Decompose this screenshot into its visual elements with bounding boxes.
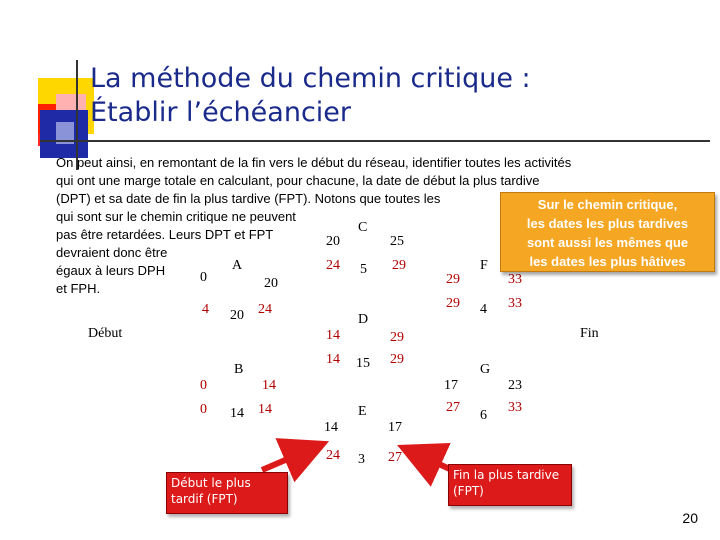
title-line-2: Établir l’échéancier — [90, 97, 351, 128]
arrow-start-callout — [262, 446, 318, 470]
node-C-ls: 24 — [326, 258, 340, 273]
node-B-name: B — [234, 362, 244, 377]
intro-line-5: pas être retardées. Leurs DPT et FPT — [56, 227, 274, 242]
node-D-ls: 14 — [326, 352, 340, 367]
node-A-name: A — [232, 258, 243, 273]
node-F-ls: 29 — [446, 296, 460, 311]
node-D-ef: 29 — [390, 330, 404, 345]
callout-critical-line-4: les dates les plus hâtives — [529, 254, 686, 269]
intro-line-4: qui sont sur le chemin critique ne peuvent — [56, 209, 296, 224]
node-D-es: 14 — [326, 328, 340, 343]
node-G-ls: 27 — [446, 400, 460, 415]
callout-finish-latest — [448, 464, 572, 506]
node-B-ef: 14 — [262, 378, 276, 393]
node-E-name: E — [358, 404, 367, 419]
node-debut-label: Début — [88, 326, 123, 341]
node-B-dur: 14 — [230, 406, 244, 421]
callout-start-line-2: tardif (FPT) — [171, 492, 238, 506]
callout-finish-line-1: Fin la plus tardive — [453, 468, 560, 482]
node-F-dur: 4 — [480, 302, 487, 317]
node-D-name: D — [358, 312, 369, 327]
node-E-ef: 17 — [388, 420, 402, 435]
node-C-dur: 5 — [360, 262, 367, 277]
node-E-lf: 27 — [388, 450, 402, 465]
node-F-lf: 33 — [508, 296, 522, 311]
node-C-lf: 29 — [392, 258, 406, 273]
callout-start-line-1: Début le plus — [171, 476, 251, 490]
node-G-es: 17 — [444, 378, 458, 393]
callout-finish-line-2: (FPT) — [453, 484, 484, 498]
node-A-ls: 4 — [202, 302, 209, 317]
title-line-1: La méthode du chemin critique : — [90, 63, 531, 94]
intro-line-1: On peut ainsi, en remontant de la fin vers le début du réseau, identifier toutes les activités — [56, 155, 572, 170]
node-G-name: G — [480, 362, 491, 377]
node-G-dur: 6 — [480, 408, 487, 423]
node-B-es: 0 — [200, 378, 207, 393]
node-A-es: 0 — [200, 270, 207, 285]
node-C-name: C — [358, 220, 368, 235]
node-A-ef: 20 — [264, 276, 278, 291]
node-fin-label: Fin — [580, 326, 599, 341]
page-number: 20 — [682, 510, 698, 526]
intro-line-3: (DPT) et sa date de fin la plus tardive (FPT). Notons que toutes les — [56, 191, 441, 206]
node-F-es: 29 — [446, 272, 460, 287]
intro-line-7: égaux à leurs DPH — [56, 263, 166, 278]
node-A-dur: 20 — [230, 308, 244, 323]
critical-path-callout — [500, 192, 715, 272]
node-B-ls: 0 — [200, 402, 207, 417]
node-C-ef: 25 — [390, 234, 404, 249]
node-F-name: F — [480, 258, 488, 273]
node-B-lf: 14 — [258, 402, 272, 417]
node-D-dur: 15 — [356, 356, 370, 371]
intro-line-6: devraient donc être — [56, 245, 168, 260]
node-E-dur: 3 — [358, 452, 365, 467]
callout-critical-line-2: les dates les plus tardives — [526, 216, 689, 231]
node-C-es: 20 — [326, 234, 340, 249]
node-E-es: 14 — [324, 420, 338, 435]
intro-line-2: qui ont une marge totale en calculant, pour chacune, la date de début la plus tardive — [56, 173, 540, 188]
node-D-lf: 29 — [390, 352, 404, 367]
intro-line-8: et FPH. — [56, 281, 101, 296]
node-E-ls: 24 — [326, 448, 340, 463]
callout-start-latest — [166, 472, 288, 514]
node-F-ef: 33 — [508, 272, 522, 287]
callout-critical-line-1: Sur le chemin critique, — [537, 197, 678, 212]
node-G-ef: 23 — [508, 378, 522, 393]
arrow-finish-callout — [408, 450, 452, 470]
node-A-lf: 24 — [258, 302, 272, 317]
callout-critical-line-3: sont aussi les mêmes que — [526, 235, 689, 250]
node-G-lf: 33 — [508, 400, 522, 415]
